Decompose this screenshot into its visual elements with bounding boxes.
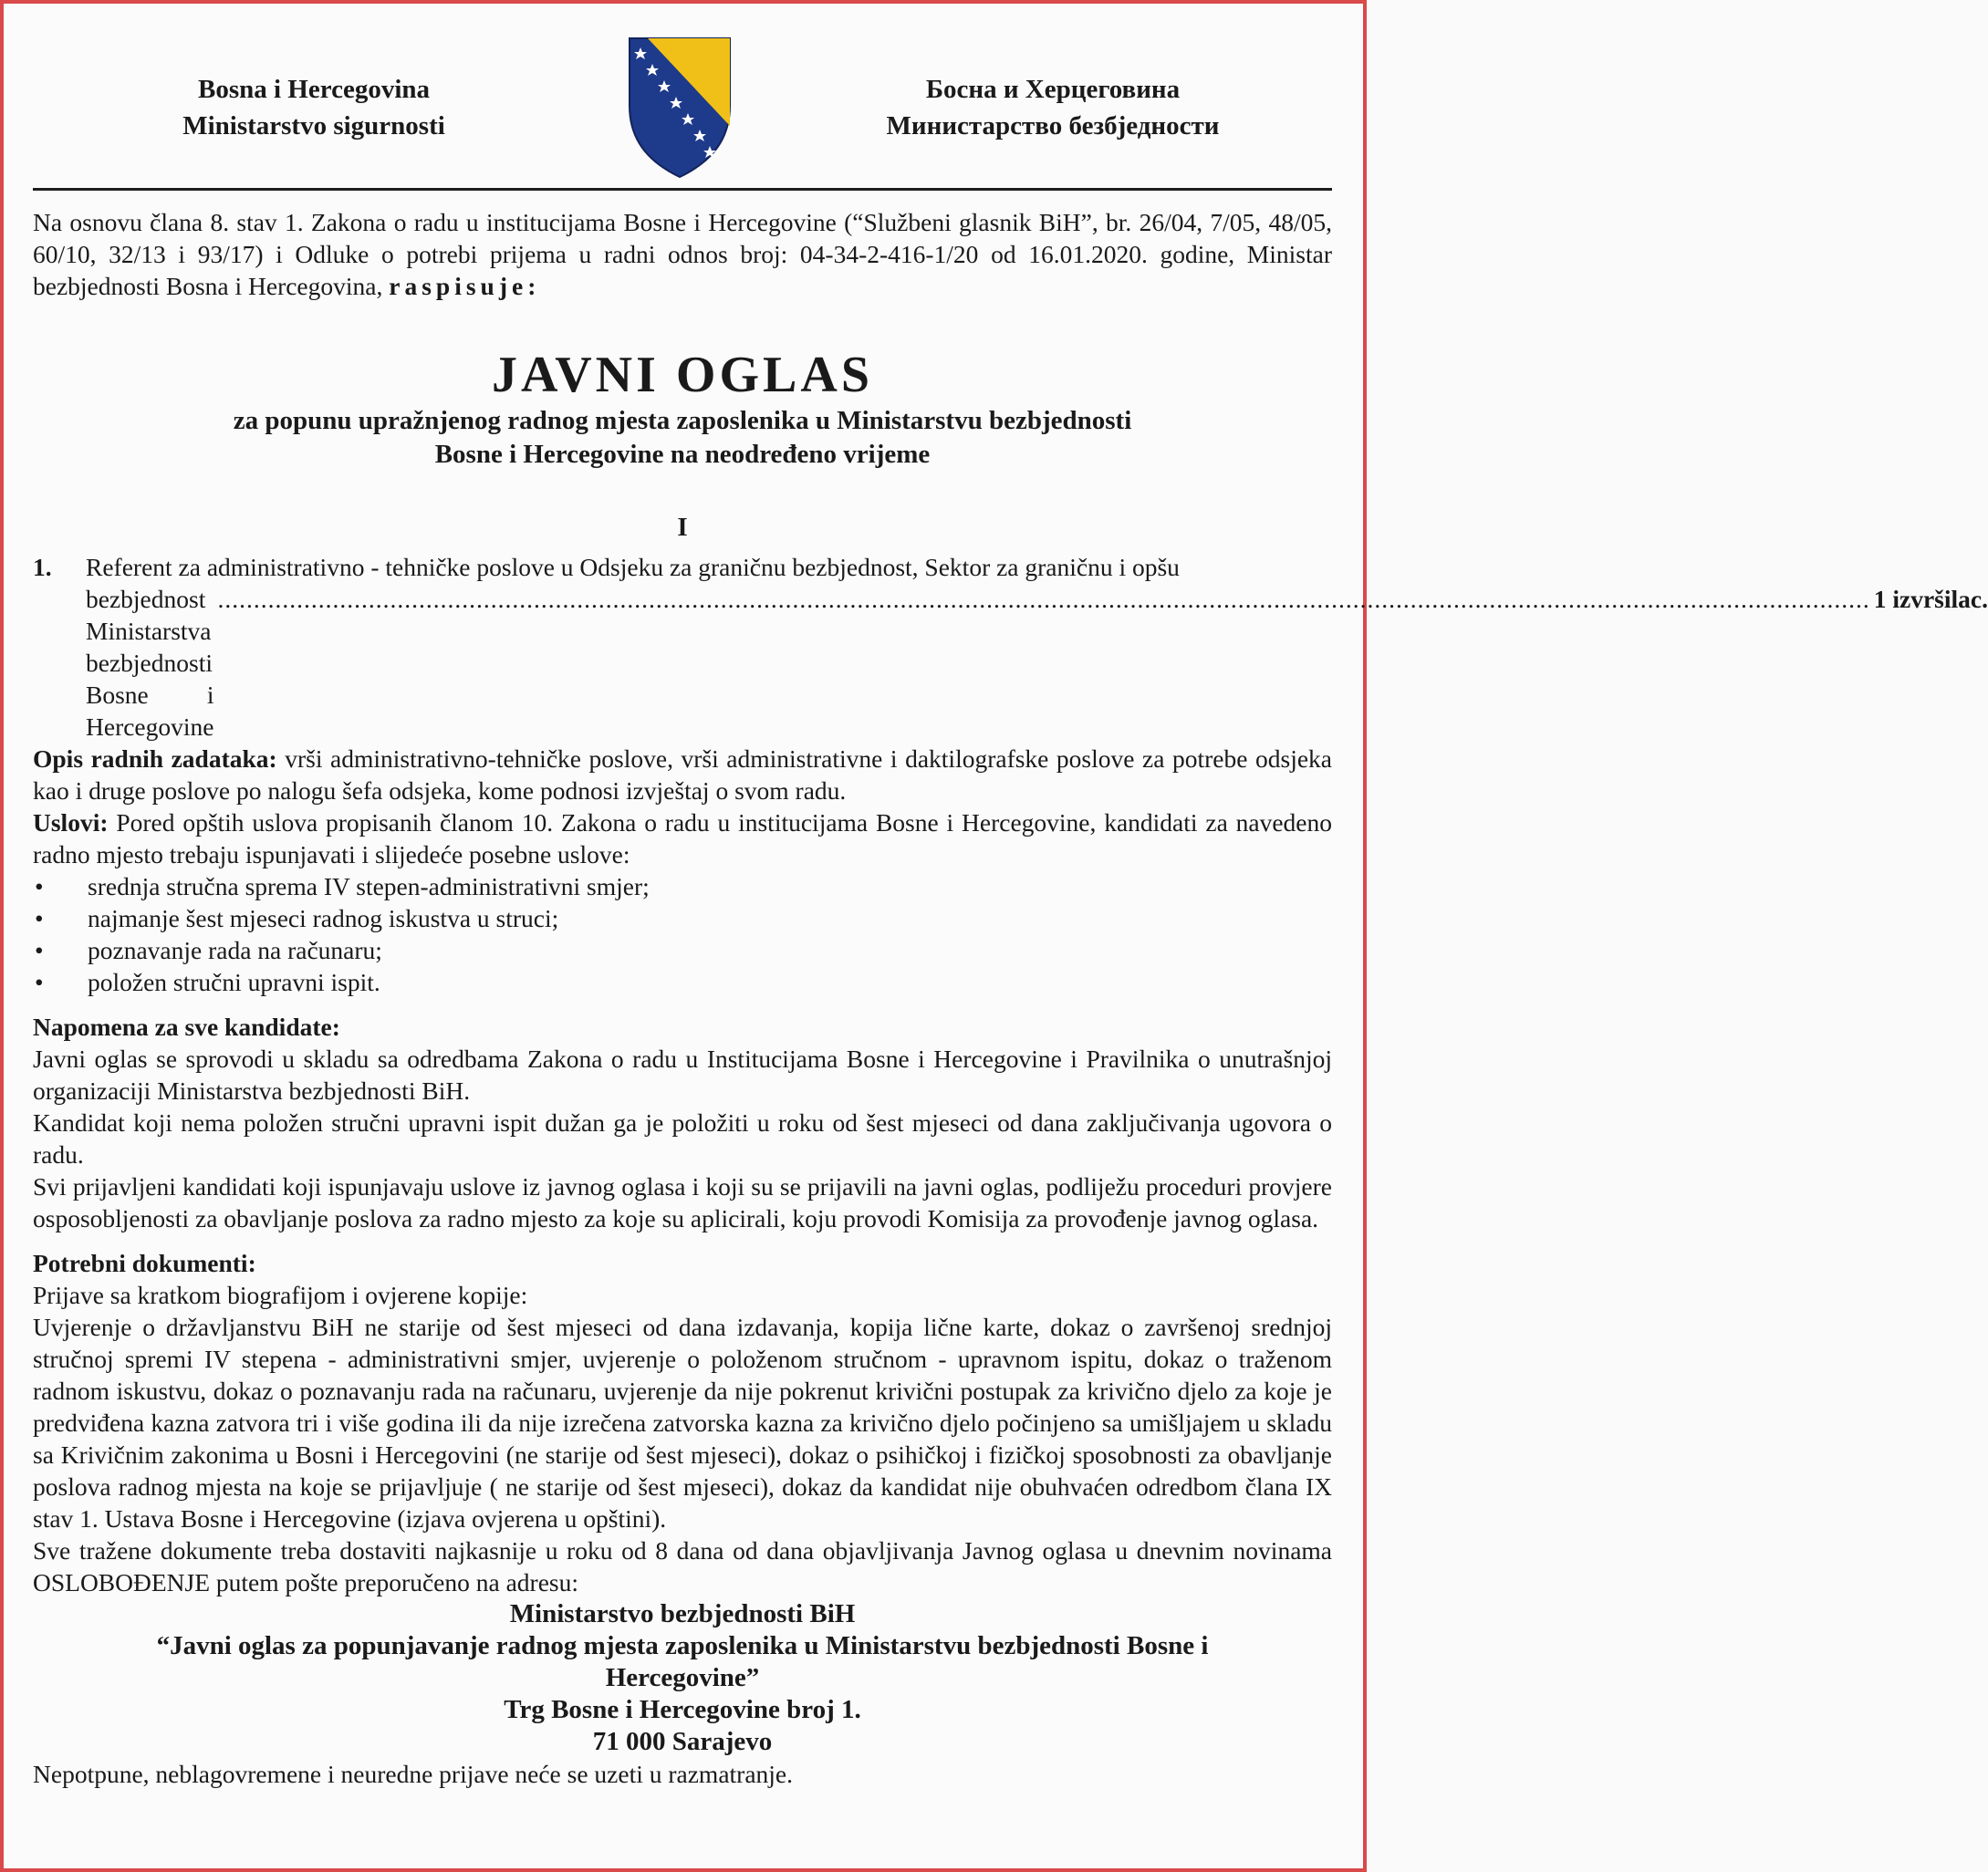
ministry-name-cyrillic: Министарство безбједности: [886, 111, 1220, 140]
address-line-5: 71 000 Sarajevo: [592, 1727, 773, 1756]
position-line-1: Referent za administrativno - tehničke poslove u Odsjeku za graničnu bezbjednost, Sektor za graničnu i opšu: [86, 553, 1180, 581]
ministry-name-latin: Ministarstvo sigurnosti: [182, 111, 445, 140]
country-name-cyrillic: Босна и Херцеговина: [925, 75, 1181, 104]
note-heading: Napomena za sve kandidate:: [33, 1013, 340, 1041]
footer-note: Nepotpune, neblagovremene i neuredne prijave neće se uzeti u razmatranje.: [33, 1760, 794, 1788]
section-number: I: [677, 513, 688, 542]
condition-text: najmanje šest mjeseci radnog iskustva u struci;: [88, 904, 559, 932]
conditions-list: [33, 870, 1332, 998]
announcement-subtitle: [33, 404, 1332, 472]
conditions-paragraph: [33, 806, 1332, 870]
list-item: [33, 902, 1332, 934]
address-line-3: Hercegovine”: [605, 1663, 760, 1692]
note-paragraph-2: Kandidat koji nema položen stručni upravni ispit dužan ga je položiti u roku od šest mjeseci od dana zaključivanja ugovora o radu.: [33, 1108, 1332, 1169]
duties-text: vrši administrativno-tehničke poslove, vrši administrativne i daktilografske poslove za potrebe odsjeka kao i druge poslove po nalogu šefa odsjeka, kome podnosi izvještaj o svom radu.: [33, 744, 1332, 805]
intro-text: Na osnovu člana 8. stav 1. Zakona o radu u institucijama Bosne i Hercegovine (“Službeni glasnik BiH”, br. 26/04, 7/05, 48/05, 60/10, 32/13 i 93/17) i Odluke o potrebi prijema u radni odnos broj: 04-34-2-416-1/20 od 16.01.2020. godine, Ministar bezbjednosti Bosna i Hercegovina,: [33, 208, 1332, 300]
documents-paragraph-2: Uvjerenje o državljanstvu BiH ne starije od šest mjeseci od dana izdavanja, kopija lične karte, dokaz o završenoj srednjoj stručnoj spremi IV stepena - administrativni smjer, uvjerenje o položenom stručnom - upravnom ispitu, dokaz o traženom radnom iskustvu, dokaz o poznavanju rada na računaru, uvjerenje da nije pokrenut krivični postupak za krivično djelo za koje je predviđena kazna zatvora tri i više godina ili da nije izrečena zatvorska kazna za krivično djelo počinjeno sa umišljajem u skladu sa Krivičnim zakonima u Bosni i Hercegovini (ne starije od šest mjeseci), dokaz o psihičkoj i fizičkoj sposobnosti za obavljanje poslova radnog mjesta na koje se prijavljuje ( ne starije od šest mjeseci), dokaz da kandidat nije obuhvaćen odredbom člana IX stav 1. Ustava Bosne i Hercegovine (izjava ovjerena u opštini).: [33, 1313, 1332, 1533]
intro-verb: raspisuje:: [389, 272, 541, 300]
header-divider: [33, 188, 1332, 191]
bullet-icon: •: [35, 872, 44, 900]
position-line-2-row: [86, 583, 1988, 743]
coat-of-arms-icon: [626, 35, 734, 179]
note-paragraph-3: Svi prijavljeni kandidati koji ispunjavaju uslove iz javnog oglasa i koji su se prijavili na javni oglas, podliježu proceduri provjere osposobljenosti za obavljanje poslova za radno mjesto za koje su aplicirali, koju provodi Komisija za provođenje javnog oglasa.: [33, 1172, 1332, 1232]
note-section: [33, 1011, 1332, 1234]
condition-text: položen stručni upravni ispit.: [88, 968, 380, 996]
documents-section: [33, 1247, 1332, 1598]
documents-paragraph-3: Sve tražene dokumente treba dostaviti najkasnije u roku od 8 dana od dana objavljivanja Javnog oglasa u dnevnim novinama OSLOBOĐENJE putem pošte preporučeno na adresu:: [33, 1536, 1332, 1596]
position-number: 1.: [33, 553, 52, 581]
intro-paragraph: [33, 206, 1332, 302]
header-cyrillic: [848, 71, 1258, 144]
conditions-label: Uslovi:: [33, 808, 109, 837]
address-line-4: Trg Bosne i Hercegovine broj 1.: [504, 1695, 861, 1724]
list-item: [33, 870, 1332, 902]
subtitle-line-2: Bosne i Hercegovine na neodređeno vrijeme: [434, 440, 931, 469]
list-item: [33, 966, 1332, 998]
dot-leader: [217, 583, 1869, 615]
conditions-text: Pored opštih uslova propisanih članom 10. Zakona o radu u institucijama Bosne i Hercegovine, kandidati za navedeno radno mjesto trebaju ispunjavati i slijedeće posebne uslove:: [33, 808, 1332, 868]
announcement-body: [33, 206, 1988, 1790]
address-line-1: Ministarstvo bezbjednosti BiH: [509, 1599, 856, 1628]
duties-label: Opis radnih zadataka:: [33, 744, 277, 773]
header-latin: [150, 71, 478, 144]
bullet-icon: •: [35, 936, 44, 964]
country-name-latin: Bosna i Hercegovina: [197, 75, 431, 104]
announcement-title: JAVNI OGLAS: [492, 347, 873, 403]
bullet-icon: •: [35, 968, 44, 996]
bullet-icon: •: [35, 904, 44, 932]
postal-address: [33, 1598, 1332, 1758]
subtitle-line-1: za popunu upražnjenog radnog mjesta zaposlenika u Ministarstvu bezbjednosti: [233, 406, 1132, 435]
position-count: 1 izvršilac.: [1873, 585, 1988, 613]
position-description: [86, 551, 1988, 743]
list-item: [33, 934, 1332, 966]
address-line-2: “Javni oglas za popunjavanje radnog mjesta zaposlenika u Ministarstvu bezbjednosti Bosne i: [156, 1631, 1209, 1660]
documents-paragraph-1: Prijave sa kratkom biografijom i ovjerene kopije:: [33, 1281, 528, 1309]
position-line-2: bezbjednost Ministarstva bezbjednosti Bosne i Hercegovine: [86, 585, 214, 741]
duties-paragraph: [33, 743, 1332, 806]
condition-text: srednja stručna sprema IV stepen-administrativni smjer;: [88, 872, 650, 900]
documents-heading: Potrebni dokumenti:: [33, 1249, 256, 1277]
position-item: [33, 551, 1988, 743]
condition-text: poznavanje rada na računaru;: [88, 936, 382, 964]
note-paragraph-1: Javni oglas se sprovodi u skladu sa odredbama Zakona o radu u Institucijama Bosne i Hercegovine i Pravilnika o unutrašnjoj organizaciji Ministarstva bezbjednosti BiH.: [33, 1045, 1332, 1105]
header: [4, 4, 1363, 192]
